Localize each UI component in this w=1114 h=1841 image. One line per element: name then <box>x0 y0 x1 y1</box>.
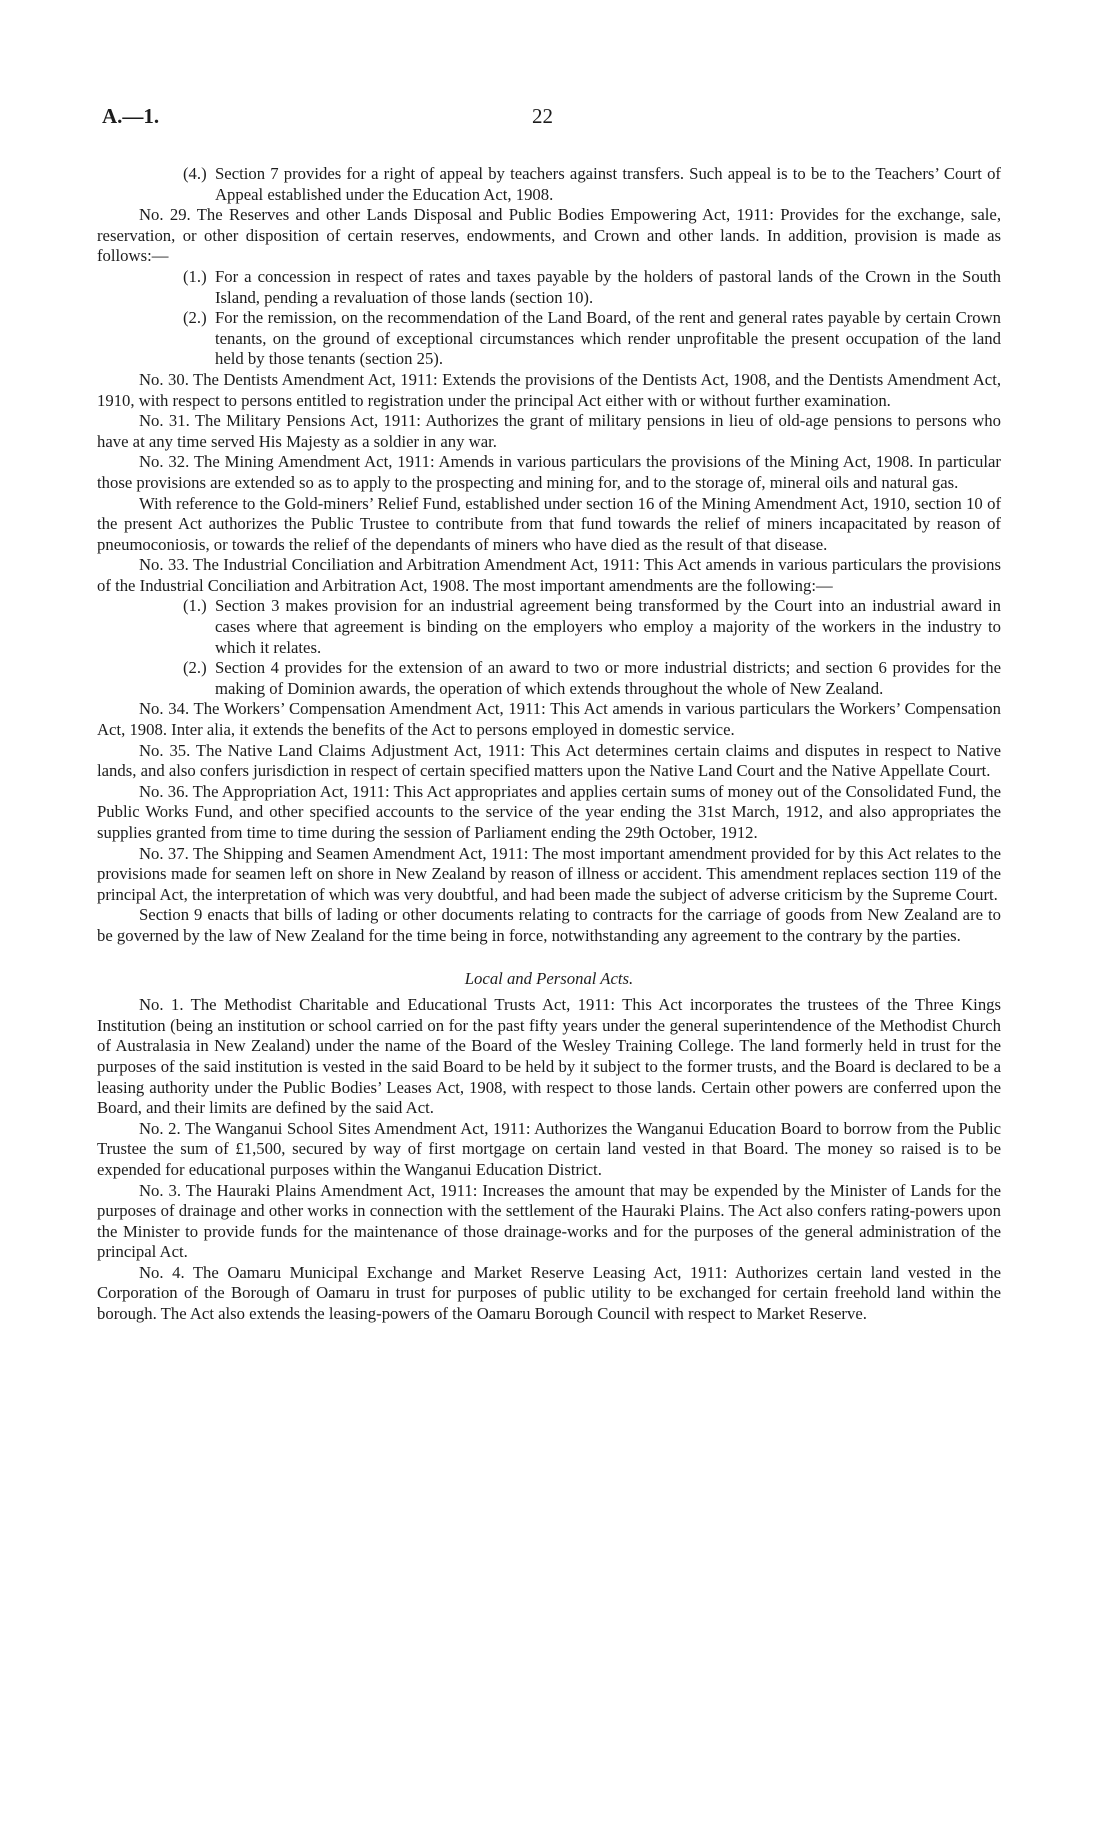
item-number: (1.) <box>183 596 207 616</box>
item-number: (2.) <box>183 308 207 328</box>
paragraph: No. 1. The Methodist Charitable and Educational Trusts Act, 1911: This Act incorporates the trustees of the Three Kings Institution (being an institution or school carried on for the past fifty years under the general superintendence of the Methodist Church of Australasia in New Zealand) under the name of the Board of the Wesley Training College. The land formerly held in trust for the purposes of the said institution is vested in the said Board to be held by it subject to the former trusts, and the Board is declared to be a leasing authority under the Public Bodies’ Leases Act, 1908, with respect to those lands. Certain other powers are conferred upon the Board, and their limits are defined by the said Act. <box>97 995 1001 1118</box>
list-item <box>183 164 1001 205</box>
item-text: Section 3 makes provision for an industrial agreement being transformed by the Court into an industrial award in cases where that agreement is binding on the employers who employ a majority of the workers in the industry to which it relates. <box>215 596 1001 657</box>
paragraph: No. 3. The Hauraki Plains Amendment Act, 1911: Increases the amount that may be expended by the Minister of Lands for the purposes of drainage and other works in connection with the settlement of the Hauraki Plains. The Act also confers rating-powers upon the Minister to provide funds for the maintenance of those drainage-works and for the purposes of the general administration of the principal Act. <box>97 1180 1001 1262</box>
paragraph: No. 33. The Industrial Conciliation and Arbitration Amendment Act, 1911: This Act amends in various particulars the provisions of the Industrial Conciliation and Arbitration Act, 1908. The most important amendments are the following:— <box>97 555 1001 595</box>
paragraph: No. 34. The Workers’ Compensation Amendment Act, 1911: This Act amends in various particulars the Workers’ Compensation Act, 1908. Inter alia, it extends the benefits of the Act to persons employed in domestic service. <box>97 699 1001 740</box>
paragraph: Section 9 enacts that bills of lading or other documents relating to contracts for the carriage of goods from New Zealand are to be governed by the law of New Zealand for the time being in force, notwithstanding any agreement to the contrary by the parties. <box>97 905 1001 945</box>
paragraph: No. 36. The Appropriation Act, 1911: This Act appropriates and applies certain sums of money out of the Consolidated Fund, the Public Works Fund, and other specified accounts to the service of the year ending the 31st March, 1912, and also appropriates the supplies granted from time to time during the session of Parliament ending the 29th October, 1912. <box>97 781 1001 842</box>
paragraph: No. 29. The Reserves and other Lands Disposal and Public Bodies Empowering Act, 1911: Provides for the exchange, sale, reservation, or other disposition of certain reserves, endowments, and Crown and other lands. In addition, provision is made as follows:— <box>97 205 1001 266</box>
paragraph: No. 35. The Native Land Claims Adjustment Act, 1911: This Act determines certain claims and disputes in respect to Native lands, and also confers jurisdiction in respect of certain specified matters upon the Native Land Court and the Native Appellate Court. <box>97 740 1001 781</box>
paragraph: No. 32. The Mining Amendment Act, 1911: Amends in various particulars the provisions of the Mining Act, 1908. In particular those provisions are extended so as to apply to the prospecting and mining for, and to the storage of, mineral oils and natural gas. <box>97 452 1001 492</box>
page-number: 22 <box>532 104 553 128</box>
item-number: (1.) <box>183 266 207 286</box>
list-item <box>183 596 1001 658</box>
paragraph: With reference to the Gold-miners’ Relief Fund, established under section 16 of the Mining Amendment Act, 1910, section 10 of the present Act authorizes the Public Trustee to contribute from that fund towards the relief of miners incapacitated by reason of pneumoconiosis, or towards the relief of the dependants of miners who have died as the result of that disease. <box>97 493 1001 554</box>
paragraph: No. 2. The Wanganui School Sites Amendment Act, 1911: Authorizes the Wanganui Education Board to borrow from the Public Trustee the sum of £1,500, secured by way of first mortgage on certain land vested in that Board. The money so raised is to be expended for educational purposes within the Wanganui Education District. <box>97 1118 1001 1179</box>
list-item <box>183 308 1001 370</box>
paragraph: No. 37. The Shipping and Seamen Amendment Act, 1911: The most important amendment provided for by this Act relates to the provisions made for seamen left on shore in New Zealand by reason of illness or accident. This amendment replaces section 119 of the principal Act, the interpretation of which was very doubtful, and had been made the subject of adverse criticism by the Supreme Court. <box>97 843 1001 904</box>
paragraph: No. 30. The Dentists Amendment Act, 1911: Extends the provisions of the Dentists Act, 1908, and the Dentists Amendment Act, 1910, with respect to persons entitled to registration under the principal Act either with or without further examination. <box>97 369 1001 410</box>
paragraph: No. 4. The Oamaru Municipal Exchange and Market Reserve Leasing Act, 1911: Authorizes certain land vested in the Corporation of the Borough of Oamaru in trust for purposes of public utility to be exchanged for certain freehold land within the borough. The Act also extends the leasing-powers of the Oamaru Borough Council with respect to Market Reserve. <box>97 1262 1001 1324</box>
document-body <box>97 164 1001 1325</box>
item-text: Section 4 provides for the extension of an award to two or more industrial districts; and section 6 provides for the making of Dominion awards, the operation of which extends throughout the whole of New Zealand. <box>215 658 1001 698</box>
item-number: (4.) <box>183 164 207 183</box>
item-text: For a concession in respect of rates and taxes payable by the holders of pastoral lands of the Crown in the South Island, pending a revaluation of those lands (section 10). <box>215 266 1001 307</box>
item-number: (2.) <box>183 658 207 678</box>
list-item <box>183 658 1001 699</box>
page-header <box>102 104 1002 134</box>
document-reference: A.—1. <box>102 104 160 128</box>
list-item <box>183 267 1001 308</box>
item-text: For the remission, on the recommendation of the Land Board, of the rent and general rates payable by certain Crown tenants, on the ground of exceptional circumstances which render unprofitable the present occupation of the land held by those tenants (section 25). <box>215 308 1001 369</box>
item-text: Section 7 provides for a right of appeal by teachers against transfers. Such appeal is to be to the Teachers’ Court of Appeal established under the Education Act, 1908. <box>215 164 1001 204</box>
paragraph: No. 31. The Military Pensions Act, 1911: Authorizes the grant of military pensions in lieu of old-age pensions to persons who have at any time served His Majesty as a soldier in any war. <box>97 411 1001 451</box>
section-heading: Local and Personal Acts. <box>464 968 634 988</box>
